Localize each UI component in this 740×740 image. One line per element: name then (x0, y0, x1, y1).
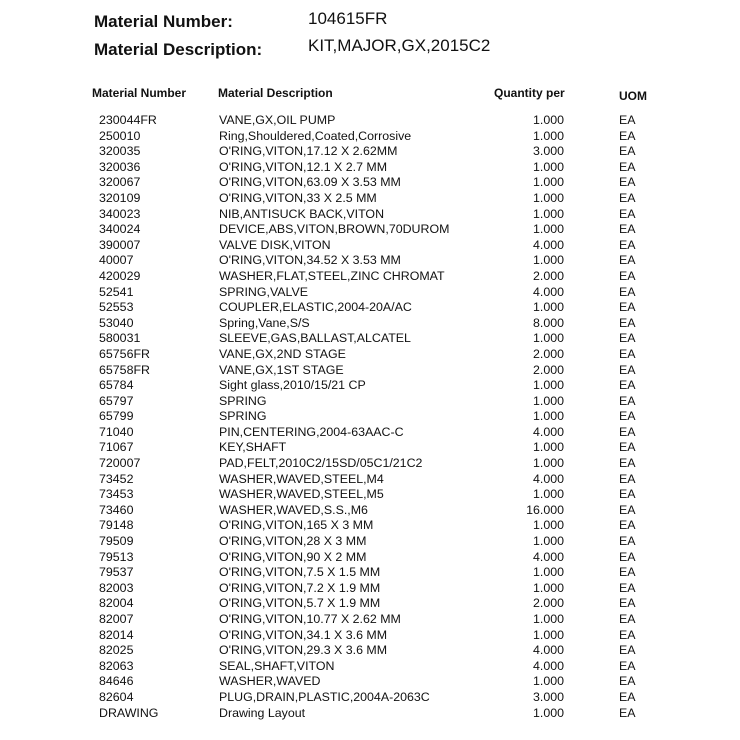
table-row (0, 409, 740, 425)
material-number-label: Material Number: (94, 12, 233, 31)
material-number-cell: 65797 (99, 393, 134, 408)
quantity-cell: 4.000 (532, 658, 564, 673)
table-row (0, 534, 740, 550)
material-description-value: KIT,MAJOR,GX,2015C2 (308, 36, 491, 55)
material-number-cell: 82063 (99, 658, 134, 673)
table-row (0, 518, 740, 534)
quantity-cell: 16.000 (526, 502, 564, 517)
uom-cell: EA (619, 362, 636, 377)
material-number-cell: 82014 (99, 627, 134, 642)
material-number-cell: 320067 (99, 175, 141, 190)
material-description-cell: PLUG,DRAIN,PLASTIC,2004A-2063C (219, 689, 430, 704)
quantity-cell: 4.000 (532, 471, 564, 486)
material-number-cell: 53040 (99, 315, 134, 330)
quantity-cell: 1.000 (532, 175, 564, 190)
material-description-cell: SEAL,SHAFT,VITON (219, 658, 335, 673)
quantity-cell: 1.000 (532, 534, 564, 549)
material-number-cell: 320036 (99, 159, 141, 174)
quantity-cell: 1.000 (532, 253, 564, 268)
material-number-cell: 71040 (99, 424, 134, 439)
quantity-cell: 4.000 (532, 424, 564, 439)
uom-cell: EA (619, 705, 636, 720)
table-row (0, 160, 740, 176)
material-description-cell: VANE,GX,1ST STAGE (219, 362, 344, 377)
material-number-cell: 65784 (99, 378, 134, 393)
material-number-cell: 73452 (99, 471, 134, 486)
uom-cell: EA (619, 643, 636, 658)
quantity-cell: 1.000 (532, 300, 564, 315)
material-number-cell: 230044FR (99, 113, 157, 127)
material-description-cell: SPRING (219, 393, 267, 408)
uom-cell: EA (619, 222, 636, 237)
table-row (0, 674, 740, 690)
quantity-cell: 2.000 (532, 596, 564, 611)
table-row (0, 113, 740, 129)
material-description-cell: Spring,Vane,S/S (219, 315, 310, 330)
quantity-cell: 4.000 (532, 549, 564, 564)
uom-cell: EA (619, 175, 636, 190)
table-row (0, 269, 740, 285)
material-number-cell: 73453 (99, 487, 134, 502)
material-description-cell: WASHER,WAVED (219, 674, 321, 689)
quantity-cell: 1.000 (532, 222, 564, 237)
uom-cell: EA (619, 456, 636, 471)
table-row (0, 659, 740, 675)
uom-cell: EA (619, 331, 636, 346)
material-description-cell: O'RING,VITON,12.1 X 2.7 MM (219, 159, 388, 174)
table-row (0, 643, 740, 659)
material-number-cell: 390007 (99, 237, 141, 252)
quantity-cell: 3.000 (532, 144, 564, 159)
material-number-cell: 52541 (99, 284, 134, 299)
material-number-cell: 73460 (99, 502, 134, 517)
material-number-value: 104615FR (308, 9, 388, 28)
table-row (0, 425, 740, 441)
material-description-cell: O'RING,VITON,29.3 X 3.6 MM (219, 643, 388, 658)
column-header-description: Material Description (218, 86, 333, 100)
material-description-cell: PIN,CENTERING,2004-63AAC-C (219, 424, 404, 439)
material-number-cell: 82007 (99, 612, 134, 626)
quantity-cell: 1.000 (532, 705, 564, 720)
material-description-cell: WASHER,FLAT,STEEL,ZINC CHROMAT (219, 268, 445, 283)
quantity-cell: 1.000 (532, 113, 564, 127)
material-description-cell: WASHER,WAVED,S.S.,M6 (219, 502, 368, 517)
table-row (0, 331, 740, 347)
material-number-cell: 340024 (99, 222, 141, 237)
material-number-cell: 65758FR (99, 362, 150, 377)
table-row (0, 144, 740, 160)
quantity-cell: 1.000 (532, 518, 564, 533)
uom-cell: EA (619, 627, 636, 642)
uom-cell: EA (619, 253, 636, 268)
quantity-cell: 1.000 (532, 409, 564, 424)
table-row (0, 129, 740, 145)
material-description-cell: O'RING,VITON,7.2 X 1.9 MM (219, 580, 381, 595)
material-description-cell: WASHER,WAVED,STEEL,M4 (219, 471, 384, 486)
uom-cell: EA (619, 378, 636, 393)
material-number-cell: 420029 (99, 268, 141, 283)
table-row (0, 596, 740, 612)
material-description-cell: SPRING,VALVE (219, 284, 309, 299)
table-row (0, 300, 740, 316)
material-description-cell: O'RING,VITON,34.1 X 3.6 MM (219, 627, 388, 642)
quantity-cell: 1.000 (532, 393, 564, 408)
material-description-cell: Sight glass,2010/15/21 CP (219, 378, 366, 393)
material-number-cell: 79513 (99, 549, 134, 564)
material-description-cell: Ring,Shouldered,Coated,Corrosive (219, 128, 412, 143)
quantity-cell: 4.000 (532, 643, 564, 658)
table-row (0, 487, 740, 503)
uom-cell: EA (619, 159, 636, 174)
material-number-cell: 580031 (99, 331, 141, 346)
material-description-cell: O'RING,VITON,17.12 X 2.62MM (219, 144, 398, 159)
uom-cell: EA (619, 268, 636, 283)
quantity-cell: 2.000 (532, 346, 564, 361)
table-row (0, 612, 740, 628)
column-header-uom: UOM (619, 89, 647, 103)
material-number-cell: 250010 (99, 128, 141, 143)
material-number-cell: 71067 (99, 440, 134, 455)
uom-cell: EA (619, 190, 636, 205)
material-description-cell: O'RING,VITON,10.77 X 2.62 MM (219, 612, 401, 626)
table-row (0, 363, 740, 379)
material-description-cell: SPRING (219, 409, 267, 424)
material-number-cell: 320035 (99, 144, 141, 159)
material-description-cell: COUPLER,ELASTIC,2004-20A/AC (219, 300, 412, 315)
quantity-cell: 1.000 (532, 206, 564, 221)
material-description-cell: VANE,GX,OIL PUMP (219, 113, 336, 127)
material-description-cell: O'RING,VITON,33 X 2.5 MM (219, 190, 377, 205)
material-number-cell: 40007 (99, 253, 134, 268)
table-row (0, 207, 740, 223)
quantity-cell: 2.000 (532, 268, 564, 283)
quantity-cell: 8.000 (532, 315, 564, 330)
uom-cell: EA (619, 534, 636, 549)
uom-cell: EA (619, 565, 636, 580)
table-row (0, 628, 740, 644)
quantity-cell: 1.000 (532, 331, 564, 346)
material-number-cell: 340023 (99, 206, 141, 221)
table-row (0, 581, 740, 597)
table-row (0, 222, 740, 238)
uom-cell: EA (619, 596, 636, 611)
material-number-cell: 82003 (99, 580, 134, 595)
material-number-cell: DRAWING (99, 705, 159, 720)
uom-cell: EA (619, 393, 636, 408)
material-description-cell: O'RING,VITON,90 X 2 MM (219, 549, 367, 564)
column-header-number: Material Number (92, 86, 187, 100)
uom-cell: EA (619, 689, 636, 704)
uom-cell: EA (619, 300, 636, 315)
material-number-cell: 79509 (99, 534, 134, 549)
quantity-cell: 1.000 (532, 565, 564, 580)
material-number-cell: 65756FR (99, 346, 150, 361)
uom-cell: EA (619, 612, 636, 626)
uom-cell: EA (619, 113, 636, 127)
material-description-cell: O'RING,VITON,165 X 3 MM (219, 518, 374, 533)
quantity-cell: 1.000 (532, 128, 564, 143)
material-description-cell: O'RING,VITON,34.52 X 3.53 MM (219, 253, 401, 268)
material-description-cell: SLEEVE,GAS,BALLAST,ALCATEL (219, 331, 411, 346)
table-row (0, 503, 740, 519)
uom-cell: EA (619, 580, 636, 595)
uom-cell: EA (619, 424, 636, 439)
quantity-cell: 1.000 (532, 627, 564, 642)
uom-cell: EA (619, 128, 636, 143)
quantity-cell: 3.000 (532, 689, 564, 704)
uom-cell: EA (619, 658, 636, 673)
uom-cell: EA (619, 409, 636, 424)
quantity-cell: 1.000 (532, 487, 564, 502)
uom-cell: EA (619, 674, 636, 689)
uom-cell: EA (619, 440, 636, 455)
material-description-cell: Drawing Layout (219, 705, 306, 720)
table-row (0, 285, 740, 301)
table-row (0, 550, 740, 566)
material-description-cell: O'RING,VITON,5.7 X 1.9 MM (219, 596, 381, 611)
uom-cell: EA (619, 206, 636, 221)
table-row (0, 440, 740, 456)
material-description-cell: O'RING,VITON,28 X 3 MM (219, 534, 367, 549)
quantity-cell: 1.000 (532, 378, 564, 393)
uom-cell: EA (619, 471, 636, 486)
material-number-cell: 320109 (99, 190, 141, 205)
uom-cell: EA (619, 144, 636, 159)
material-number-cell: 82604 (99, 689, 134, 704)
table-row (0, 456, 740, 472)
quantity-cell: 1.000 (532, 612, 564, 626)
material-description-cell: DEVICE,ABS,VITON,BROWN,70DUROM (219, 222, 450, 237)
uom-cell: EA (619, 502, 636, 517)
quantity-cell: 1.000 (532, 456, 564, 471)
column-header-quantity: Quantity per (494, 86, 565, 100)
quantity-cell: 2.000 (532, 362, 564, 377)
quantity-cell: 1.000 (532, 440, 564, 455)
uom-cell: EA (619, 237, 636, 252)
material-description-cell: O'RING,VITON,63.09 X 3.53 MM (219, 175, 401, 190)
uom-cell: EA (619, 518, 636, 533)
material-description-cell: KEY,SHAFT (219, 440, 287, 455)
table-row (0, 316, 740, 332)
material-number-cell: 82004 (99, 596, 134, 611)
table-row (0, 565, 740, 581)
material-number-cell: 65799 (99, 409, 134, 424)
table-row (0, 347, 740, 363)
material-number-cell: 720007 (99, 456, 141, 471)
table-row (0, 175, 740, 191)
table-row (0, 690, 740, 706)
table-row (0, 253, 740, 269)
table-row (0, 378, 740, 394)
material-number-cell: 79537 (99, 565, 134, 580)
uom-cell: EA (619, 346, 636, 361)
material-number-cell: 79148 (99, 518, 134, 533)
table-row (0, 191, 740, 207)
material-table (0, 113, 740, 721)
material-description-cell: PAD,FELT,2010C2/15SD/05C1/21C2 (219, 456, 423, 471)
uom-cell: EA (619, 549, 636, 564)
material-number-cell: 84646 (99, 674, 134, 689)
material-description-cell: VANE,GX,2ND STAGE (219, 346, 346, 361)
quantity-cell: 4.000 (532, 237, 564, 252)
material-description-label: Material Description: (94, 40, 263, 59)
quantity-cell: 1.000 (532, 159, 564, 174)
table-row (0, 472, 740, 488)
material-number-cell: 52553 (99, 300, 134, 315)
quantity-cell: 1.000 (532, 674, 564, 689)
material-description-cell: NIB,ANTISUCK BACK,VITON (219, 206, 385, 221)
material-number-cell: 82025 (99, 643, 134, 658)
table-row (0, 394, 740, 410)
table-row (0, 238, 740, 254)
table-row (0, 706, 740, 722)
material-description-cell: VALVE DISK,VITON (219, 237, 331, 252)
quantity-cell: 1.000 (532, 190, 564, 205)
uom-cell: EA (619, 284, 636, 299)
uom-cell: EA (619, 487, 636, 502)
uom-cell: EA (619, 315, 636, 330)
material-description-cell: O'RING,VITON,7.5 X 1.5 MM (219, 565, 381, 580)
quantity-cell: 4.000 (532, 284, 564, 299)
quantity-cell: 1.000 (532, 580, 564, 595)
material-description-cell: WASHER,WAVED,STEEL,M5 (219, 487, 384, 502)
